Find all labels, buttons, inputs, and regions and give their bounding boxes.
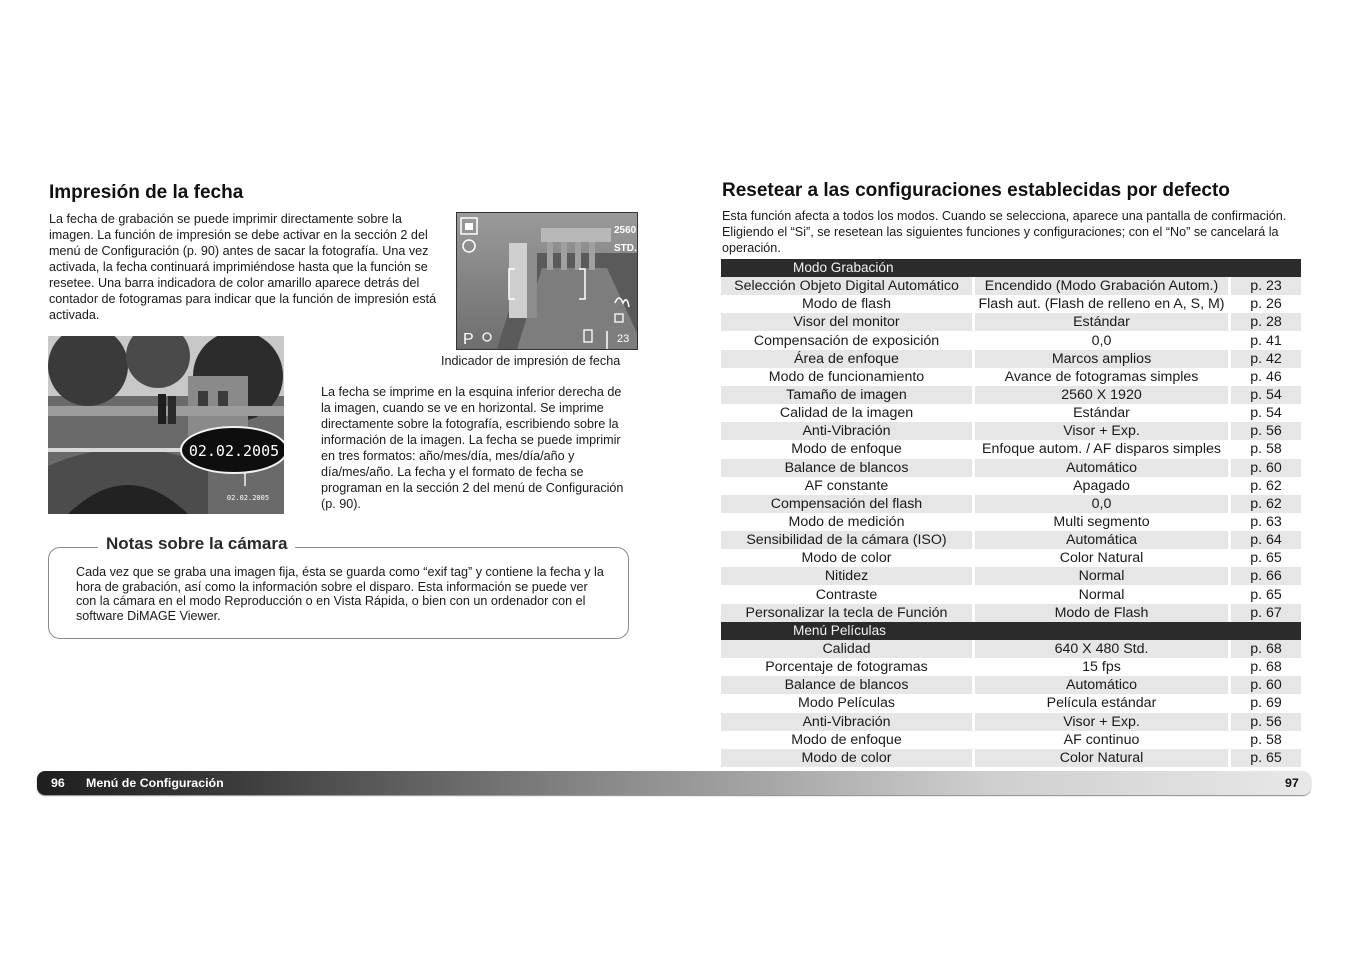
table-row	[721, 694, 1301, 712]
table-row	[721, 295, 1301, 313]
setting-name-cell: Modo de color	[801, 550, 892, 567]
setting-value-cell: Estándar	[1073, 405, 1130, 422]
page-ref-cell: p. 65	[1250, 550, 1282, 567]
date-imprint-paragraph: La fecha de grabación se puede imprimir directamente sobre la imagen. La función de impresión se debe activar en la sección 2 del menú de Configuración (p. 90) antes de sacar la fotografía. Una vez activada, la fecha continuará imprimiéndose hasta que la función se resetee. Una barra indicadora de color amarillo aparece detrás del contador de fotogramas para indicar que la función de impresión está activada.	[49, 212, 437, 322]
page-ref-cell: p. 54	[1231, 386, 1301, 404]
table-row	[721, 277, 1301, 295]
setting-value-cell: Normal	[1078, 586, 1125, 603]
page-ref-cell: p. 28	[1231, 313, 1301, 331]
sample-photo	[48, 336, 284, 514]
page-ref-cell: p. 60	[1231, 459, 1301, 477]
page-ref-cell: p. 58	[1250, 731, 1282, 748]
page-number-right: 97	[1285, 776, 1299, 790]
section-title-date-imprint: Impresión de la fecha	[49, 182, 244, 203]
page-number-left: 96	[51, 776, 65, 790]
setting-name-cell: Balance de blancos	[721, 459, 972, 477]
setting-value-cell: Marcos amplios	[975, 350, 1228, 368]
footer-section-name: Menú de Configuración	[86, 776, 224, 790]
setting-value-cell: Flash aut. (Flash de relleno en A, S, M)	[978, 296, 1225, 313]
setting-name-cell: Balance de blancos	[721, 676, 972, 694]
setting-name-cell: Tamaño de imagen	[721, 386, 972, 404]
setting-value-cell: Automático	[975, 676, 1228, 694]
page-ref-cell: p. 41	[1250, 332, 1282, 349]
setting-value-cell: Apagado	[1073, 477, 1130, 494]
table-row	[721, 567, 1301, 585]
setting-name-cell: Calidad de la imagen	[779, 405, 914, 422]
page-ref-cell: p. 65	[1250, 586, 1282, 603]
lcd-quality-text: STD.	[614, 243, 637, 254]
page-ref-cell: p. 64	[1231, 531, 1301, 549]
setting-name-cell: Selección Objeto Digital Automático	[721, 277, 972, 295]
lcd-monitor-image	[456, 212, 638, 350]
table-row	[721, 749, 1301, 767]
table-row	[721, 640, 1301, 658]
setting-name-cell: Anti-Vibración	[721, 422, 972, 440]
table-row	[721, 368, 1301, 386]
recording-header-label: Modo Grabación	[793, 260, 894, 276]
setting-name-cell: Modo de enfoque	[791, 441, 902, 458]
page-ref-cell: p. 69	[1250, 695, 1282, 712]
setting-value-cell: 15 fps	[1082, 659, 1121, 676]
page-footer-bar	[37, 771, 1311, 795]
setting-name-cell: Modo de flash	[801, 296, 892, 313]
table-row	[721, 440, 1301, 458]
reset-intro-paragraph: Esta función afecta a todos los modos. Cuando se selecciona, aparece una pantalla de confirmación. Eligiendo el “Si”, se resetean las siguientes funciones y configuraciones; con el “No” se cancelará la operación.	[722, 209, 1287, 255]
page-ref-cell: p. 68	[1250, 659, 1282, 676]
setting-value-cell: 0,0	[1091, 332, 1112, 349]
camera-notes-title: Notas sobre la cámara	[98, 534, 295, 554]
table-row	[721, 586, 1301, 604]
setting-value-cell: Visor + Exp.	[975, 713, 1228, 731]
table-row	[721, 422, 1301, 440]
setting-value-cell: 0,0	[975, 495, 1228, 513]
setting-name-cell: AF constante	[804, 477, 889, 494]
page-ref-cell: p. 26	[1250, 296, 1282, 313]
lcd-frame-counter: 23	[617, 333, 630, 345]
page-ref-cell: p. 60	[1231, 676, 1301, 694]
setting-name-cell: Porcentaje de fotogramas	[765, 659, 928, 676]
table-row	[721, 477, 1301, 495]
table-header-movie	[721, 622, 1301, 640]
table-row	[721, 313, 1301, 331]
setting-value-cell: Estándar	[975, 313, 1228, 331]
setting-value-cell: Modo de Flash	[975, 604, 1228, 622]
table-row	[721, 549, 1301, 567]
table-row	[721, 676, 1301, 694]
section-title-reset-defaults: Resetear a las configuraciones establecidas por defecto	[722, 180, 1230, 201]
setting-name-cell: Modo Películas	[798, 695, 895, 712]
page-ref-cell: p. 66	[1231, 567, 1301, 585]
setting-name-cell: Personalizar la tecla de Función	[721, 604, 972, 622]
setting-name-cell: Sensibilidad de la cámara (ISO)	[721, 531, 972, 549]
setting-value-cell: 2560 X 1920	[975, 386, 1228, 404]
table-row	[721, 713, 1301, 731]
setting-name-cell: Modo de enfoque	[791, 731, 902, 748]
lcd-exposure-mode: P	[463, 331, 474, 348]
setting-value-cell: Automático	[975, 459, 1228, 477]
table-row	[721, 459, 1301, 477]
setting-value-cell: Avance de fotogramas simples	[1004, 368, 1199, 385]
setting-name-cell: Modo de funcionamiento	[768, 368, 925, 385]
page-ref-cell: p. 56	[1231, 713, 1301, 731]
page-ref-cell: p. 46	[1250, 368, 1282, 385]
table-row	[721, 332, 1301, 350]
table-row	[721, 531, 1301, 549]
movie-header-label: Menú Películas	[793, 622, 886, 638]
setting-value-cell: Color Natural	[1059, 550, 1144, 567]
date-format-paragraph: La fecha se imprime en la esquina inferior derecha de la imagen, cuando se ve en horizontal. Se imprime directamente sobre la fotografía, escribiendo sobre la información de la imagen. La fecha se puede imprimir en tres formatos: año/mes/día, mes/día/año y día/mes/año. La fecha y el formato de fecha se programan en la sección 2 del menú de Configuración (p. 90).	[321, 385, 624, 511]
setting-value-cell: AF continuo	[1063, 731, 1140, 748]
table-row	[721, 513, 1301, 531]
page-ref-cell: p. 58	[1250, 441, 1282, 458]
page-ref-cell: p. 54	[1250, 405, 1282, 422]
setting-value-cell: Encendido (Modo Grabación Autom.)	[975, 277, 1228, 295]
page-ref-cell: p. 56	[1231, 422, 1301, 440]
setting-value-cell: Visor + Exp.	[975, 422, 1228, 440]
table-row	[721, 658, 1301, 676]
setting-name-cell: Modo de medición	[788, 514, 905, 531]
setting-value-cell: Película estándar	[1046, 695, 1157, 712]
default-settings-table	[721, 259, 1301, 767]
setting-value-cell: Color Natural	[975, 749, 1228, 767]
table-row	[721, 350, 1301, 368]
page-ref-cell: p. 23	[1231, 277, 1301, 295]
table-row	[721, 495, 1301, 513]
setting-name-cell: Compensación de exposición	[753, 332, 940, 349]
setting-name-cell: Contraste	[815, 586, 878, 603]
setting-name-cell: Compensación del flash	[721, 495, 972, 513]
setting-name-cell: Nitidez	[721, 567, 972, 585]
table-header-recording	[721, 259, 1301, 277]
page-ref-cell: p. 63	[1250, 514, 1282, 531]
page-ref-cell: p. 62	[1250, 477, 1282, 494]
table-row	[721, 604, 1301, 622]
setting-name-cell: Calidad	[721, 640, 972, 658]
setting-name-cell: Área de enfoque	[721, 350, 972, 368]
lcd-caption: Indicador de impresión de fecha	[441, 354, 621, 368]
setting-name-cell: Visor del monitor	[721, 313, 972, 331]
page-ref-cell: p. 67	[1231, 604, 1301, 622]
setting-name-cell: Anti-Vibración	[721, 713, 972, 731]
table-row	[721, 731, 1301, 749]
camera-notes-text: Cada vez que se graba una imagen fija, ésta se guarda como “exif tag” y contiene la fecha y la hora de grabación, así como la información sobre el disparo. Esta información se puede ver con la cámara en el modo Reproducción o en Vista Rápida, o bien con un ordenador con el software DiMAGE Viewer.	[76, 565, 604, 623]
page-ref-cell: p. 42	[1231, 350, 1301, 368]
setting-value-cell: Multi segmento	[1053, 514, 1150, 531]
setting-value-cell: 640 X 480 Std.	[975, 640, 1228, 658]
lcd-size-text: 2560	[614, 225, 637, 236]
setting-value-cell: Enfoque autom. / AF disparos simples	[982, 441, 1221, 458]
page-ref-cell: p. 65	[1231, 749, 1301, 767]
setting-name-cell: Modo de color	[721, 749, 972, 767]
table-row	[721, 404, 1301, 422]
table-row	[721, 386, 1301, 404]
page-ref-cell: p. 68	[1231, 640, 1301, 658]
imprint-date-small: 02.02.2005	[226, 494, 270, 502]
setting-value-cell: Normal	[975, 567, 1228, 585]
setting-value-cell: Automática	[975, 531, 1228, 549]
imprint-date-large: 02.02.2005	[188, 442, 280, 460]
page-ref-cell: p. 62	[1231, 495, 1301, 513]
